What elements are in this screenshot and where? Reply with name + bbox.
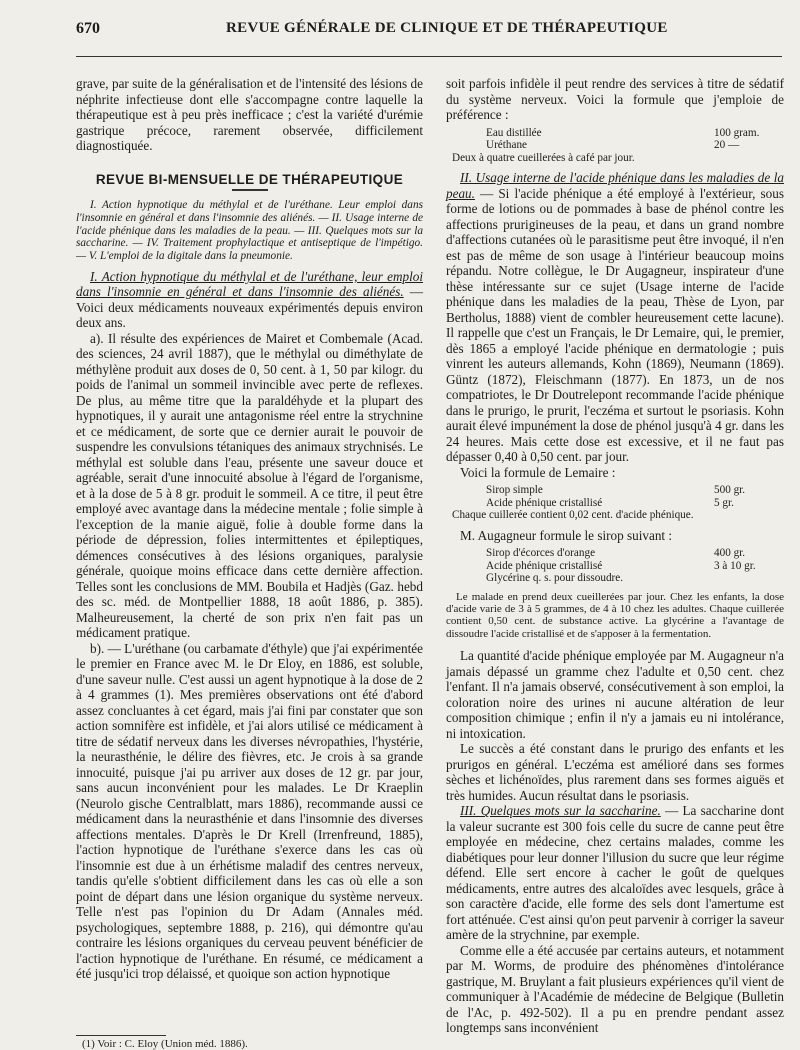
title-ornament [232,189,268,191]
lemaire-intro: Voici la formule de Lemaire : [460,464,616,480]
header-rule [76,56,782,57]
heading-i-paragraph [76,269,423,331]
heading-i: I. Action hypnotique du méthylal et de l'uréthane, leur emploi dans l'insomnie en général et dans l'insomnie des aliénés. [76,268,423,300]
formula-row: Sirop d'écorces d'orange 400 gr. [486,547,746,559]
formula-row: Uréthane 20 — [486,139,740,151]
intro-paragraph: grave, par suite de la généralisation et de l'intensité des lésions de néphrite infectieuse dont elle s'accompagne contre laquelle la thérapeutique est à peu près inefficace ; c'est la variété d'urémie gastrique précoce, rarement observée, difficilement diagnostiquée. [76,76,423,153]
formula-row: Sirop simple 500 gr. [486,484,746,496]
paragraph-a: a). Il résulte des expériences de Mairet et Combemale (Acad. des sciences, 24 avril 1887), que le méthylal ou diméthylate de méthylène produit aux doses de 0, 50 cent. à 1, 50 par kilogr. du poids de l'animal un sommeil invincible avec perte de reflexes. De plus, au même titre que la paraldéhyde et la plupart des hypnotiques, il y aurait une antagonisme réel entre la strychnine et ce médicament, de sorte que ce dernier aurait le pouvoir de suspendre les convulsions tétaniques des animaux strychnisés. Le méthylal est soluble dans l'eau, présente une saveur douce et agréable, serait d'une innocuité absolue à l'égard de l'organisme, et à la dose de 5 à 8 gr. produit le sommeil. A ce titre, il peut être employé avec avantage dans la médecine mentale ; folie simple à l'exception de la manie aiguë, folie à double forme dans la période de dépression, folies intermittentes et épileptiques, démences consécutives à des lésions organiques, paralysie générale, quoique moins efficace dans cette dernière affection. Telles sont les conclusions de MM. Boubila et Hadjès (Gaz. hebd des sc. méd. de Montpellier 1888, 18 août 1886, p. 385). Malheureusement, la cherté de son prix n'en fait pas un médicament pratique. [76,330,423,641]
paragraph-b: b). — L'uréthane (ou carbamate d'éthyle) que j'ai expérimentée le premier en France avec M. le Dr Eloy, en 1886, est soluble, d'une saveur nulle. C'est aussi un agent hypnotique à la dose de 2 à 4 grammes (1). Mes premières observations ont été d'abord assez concluantes à cet égard, mais j'ai fini par constater que son action somnifère est infidèle, et j'ai alors utilisé ce médicament à titre de sédatif nerveux dans les diverses névropathies, l'hystérie, la neurasthénie, le délire des fièvres, etc. Je crois à sa grande innocuité, puisque j'ai pu arriver aux doses de 12 gr. par jour, sans aucun inconvénient pour les malades. Le Dr Kraeplin (Neurolo gische Centralblatt, mars 1886), recommande aussi ce médicament dans la neurasthénie et dans l'insomnie des diverses affections mentales. D'après le Dr Krell (Irrenfreund, 1885), l'action hypnotique de l'uréthane s'exerce dans les cas où l'insomnie est due à un érhétisme maladif des centres nerveux, tandis qu'elle s'obtient difficilement dans les cas où elle a son point de départ dans une lésion organique du système nerveux. Telle n'est pas l'opinion du Dr Adam (Annales méd. psychologiques, septembre 1888, p. 216), qui démontre qu'au contraire les lésions organiques du cerveau peuvent bénéficier de l'action hypnotique de l'uréthane. En résumé, ce médicament a été jusqu'ici trop délaissé, et quoique son action hypnotique [76,640,423,982]
paragraph-quantite: La quantité d'acide phénique employée par M. Augagneur n'a jamais dépassé un gramme chez l'adulte et 0,50 cent. chez l'enfant. Il n'a jamais observé, consécutivement à son emploi, la coloration noire des urines ni aucune altération de leur composition chimique ; enfin il n'y a jamais eu ni intolérance, ni intoxication. [446,648,784,741]
footnote: (1) Voir : C. Eloy (Union méd. 1886). [82,1038,248,1050]
formula-lemaire [446,484,784,522]
left-column [76,76,423,982]
formula-augagneur [446,547,784,585]
formula-row: Acide phénique cristallisé 5 gr. [486,496,734,509]
heading-ii: II. Usage interne de l'acide phénique dans les maladies de la peau. [446,170,784,201]
right-column [446,76,784,1036]
heading-iii-paragraph: III. Quelques mots sur la saccharine. — La saccharine dont la valeur sucrante est 300 fois celle du sucre de canne peut être employée en médecine, chez certains malades, comme les diabétiques pour leur donner l'illusion du sucre que leur régime défend. Elle sert encore à cacher le goût de quelques médicaments, entre autres des alcaloïdes avec lesquels, grâce à son caractère d'acide, elle forme des sels dont l'amertume est fort atténuée. C'est ainsi qu'on peut parvenir à corriger la saveur amère de la strychnine, par exemple. [446,803,785,943]
page-number: 670 [76,20,100,37]
footnote-rule [76,1035,166,1036]
heading-i-tail: — Voici deux médicaments nouveaux expérimentés depuis environ deux ans. [76,284,424,331]
paragraph-last: Comme elle a été accusée par certains auteurs, et notamment par M. Worms, de produire des phénomènes d'intolérance gastrique, M. Bruylant a fait plusieurs expériences qu'il vient de communiquer à l'Académie de médecine de Belgique (Bulletin de l'Ac, p. 492-502). Il a pu en prendre pendant assez longtemps sans inconvénient [446,942,784,1036]
dosage-note: Le malade en prend deux cueillerées par jour. Chez les enfants, la dose d'acide varie de 3 à 5 grammes, de 4 à 10 chez les adultes. Chaque cuillerée contient 0,50 cent. de substance active. La glycérine a l'avantage de dissoudre l'acide cristallisé et de s'apposer à la fermentation. [446,590,784,640]
formula-row: Acide phénique cristallisé 3 à 10 gr. [486,559,756,572]
paragraph-succes: Le succès a été constant dans le prurigo des enfants et les prurigos en général. L'eczéma est amélioré dans ses formes sèches et lichénoïdes, plus rarement dans ses formes aiguës et très humides. Aucun résultat dans le psoriasis. [446,741,784,803]
right-paragraph-1: soit parfois infidèle il peut rendre des services à titre de sédatif du système nerveux. Voici la formule que j'emploie de préférence : [446,76,784,122]
augagneur-intro: M. Augagneur formule le sirop suivant : [460,527,673,543]
section-title: REVUE BI-MENSUELLE DE THÉRAPEUTIQUE [95,171,404,187]
formula-urethane [446,127,784,165]
page-header [76,20,782,44]
formula-note: Chaque cuillerée contient 0,02 cent. d'acide phénique. [452,509,694,521]
running-title: REVUE GÉNÉRALE DE CLINIQUE ET DE THÉRAPEUTIQUE [226,20,668,36]
heading-ii-paragraph: II. Usage interne de l'acide phénique dans les maladies de la peau. — Si l'acide phénique a été employé à l'extérieur, sous forme de lotions ou de pommades à base de phénol contre les affections prurigineuses de la peau, et dans un grand nombre d'affections cutanées où le parasitisme peut être invoqué, il n'en est pas de même de son usage à l'intérieur beaucoup moins répandu. Notre collègue, le Dr Augagneur, inspirateur d'une thèse intéressante sur ce sujet (Usage interne de l'acide phénique dans les maladies de la peau, Thèse de Lyon, par Bertholus, 1888) vient de combler heureusement cette lacune). Il rappelle que c'est un Français, le Dr Lemaire, qui, le premier, dès 1865 a employé l'acide phénique en dermatologie ; puis vinrent les auteurs allemands, Kohn (1869), Neumann (1869). Güntz (1872), Fleischmann (1877). En 1873, un de nos compatriotes, le Dr Doutrelepont recommande l'acide phénique dans le prurigo, le prurit, l'eczéma et surtout le psoriasis. Kohn aurait élevé impunément la dose de phénol jusqu'à 4 gr. dans les 24 heures. Mais cette dose est excessive, et il ne faut pas dépasser 0,40 à 0,50 cent. par jour. [446,170,784,464]
heading-iii: III. Quelques mots sur la saccharine. [460,803,661,819]
formula-row: Eau distillée 100 gram. [486,126,760,139]
section-summary: I. Action hypnotique du méthylal et de l'uréthane. Leur emploi dans l'insomnie en général et dans l'insomnie des aliénés. — II. Usage interne de l'acide phénique dans les maladies de la peau. — III. Quelques mots sur la saccharine. — IV. Traitement prophylactique et antiseptique de l'impétigo. — V. L'emploi de la digitale dans la pneumonie. [76,199,423,263]
formula-row: Glycérine q. s. pour dissoudre. [486,572,624,584]
formula-note: Deux à quatre cueillerées à café par jour. [452,151,635,164]
